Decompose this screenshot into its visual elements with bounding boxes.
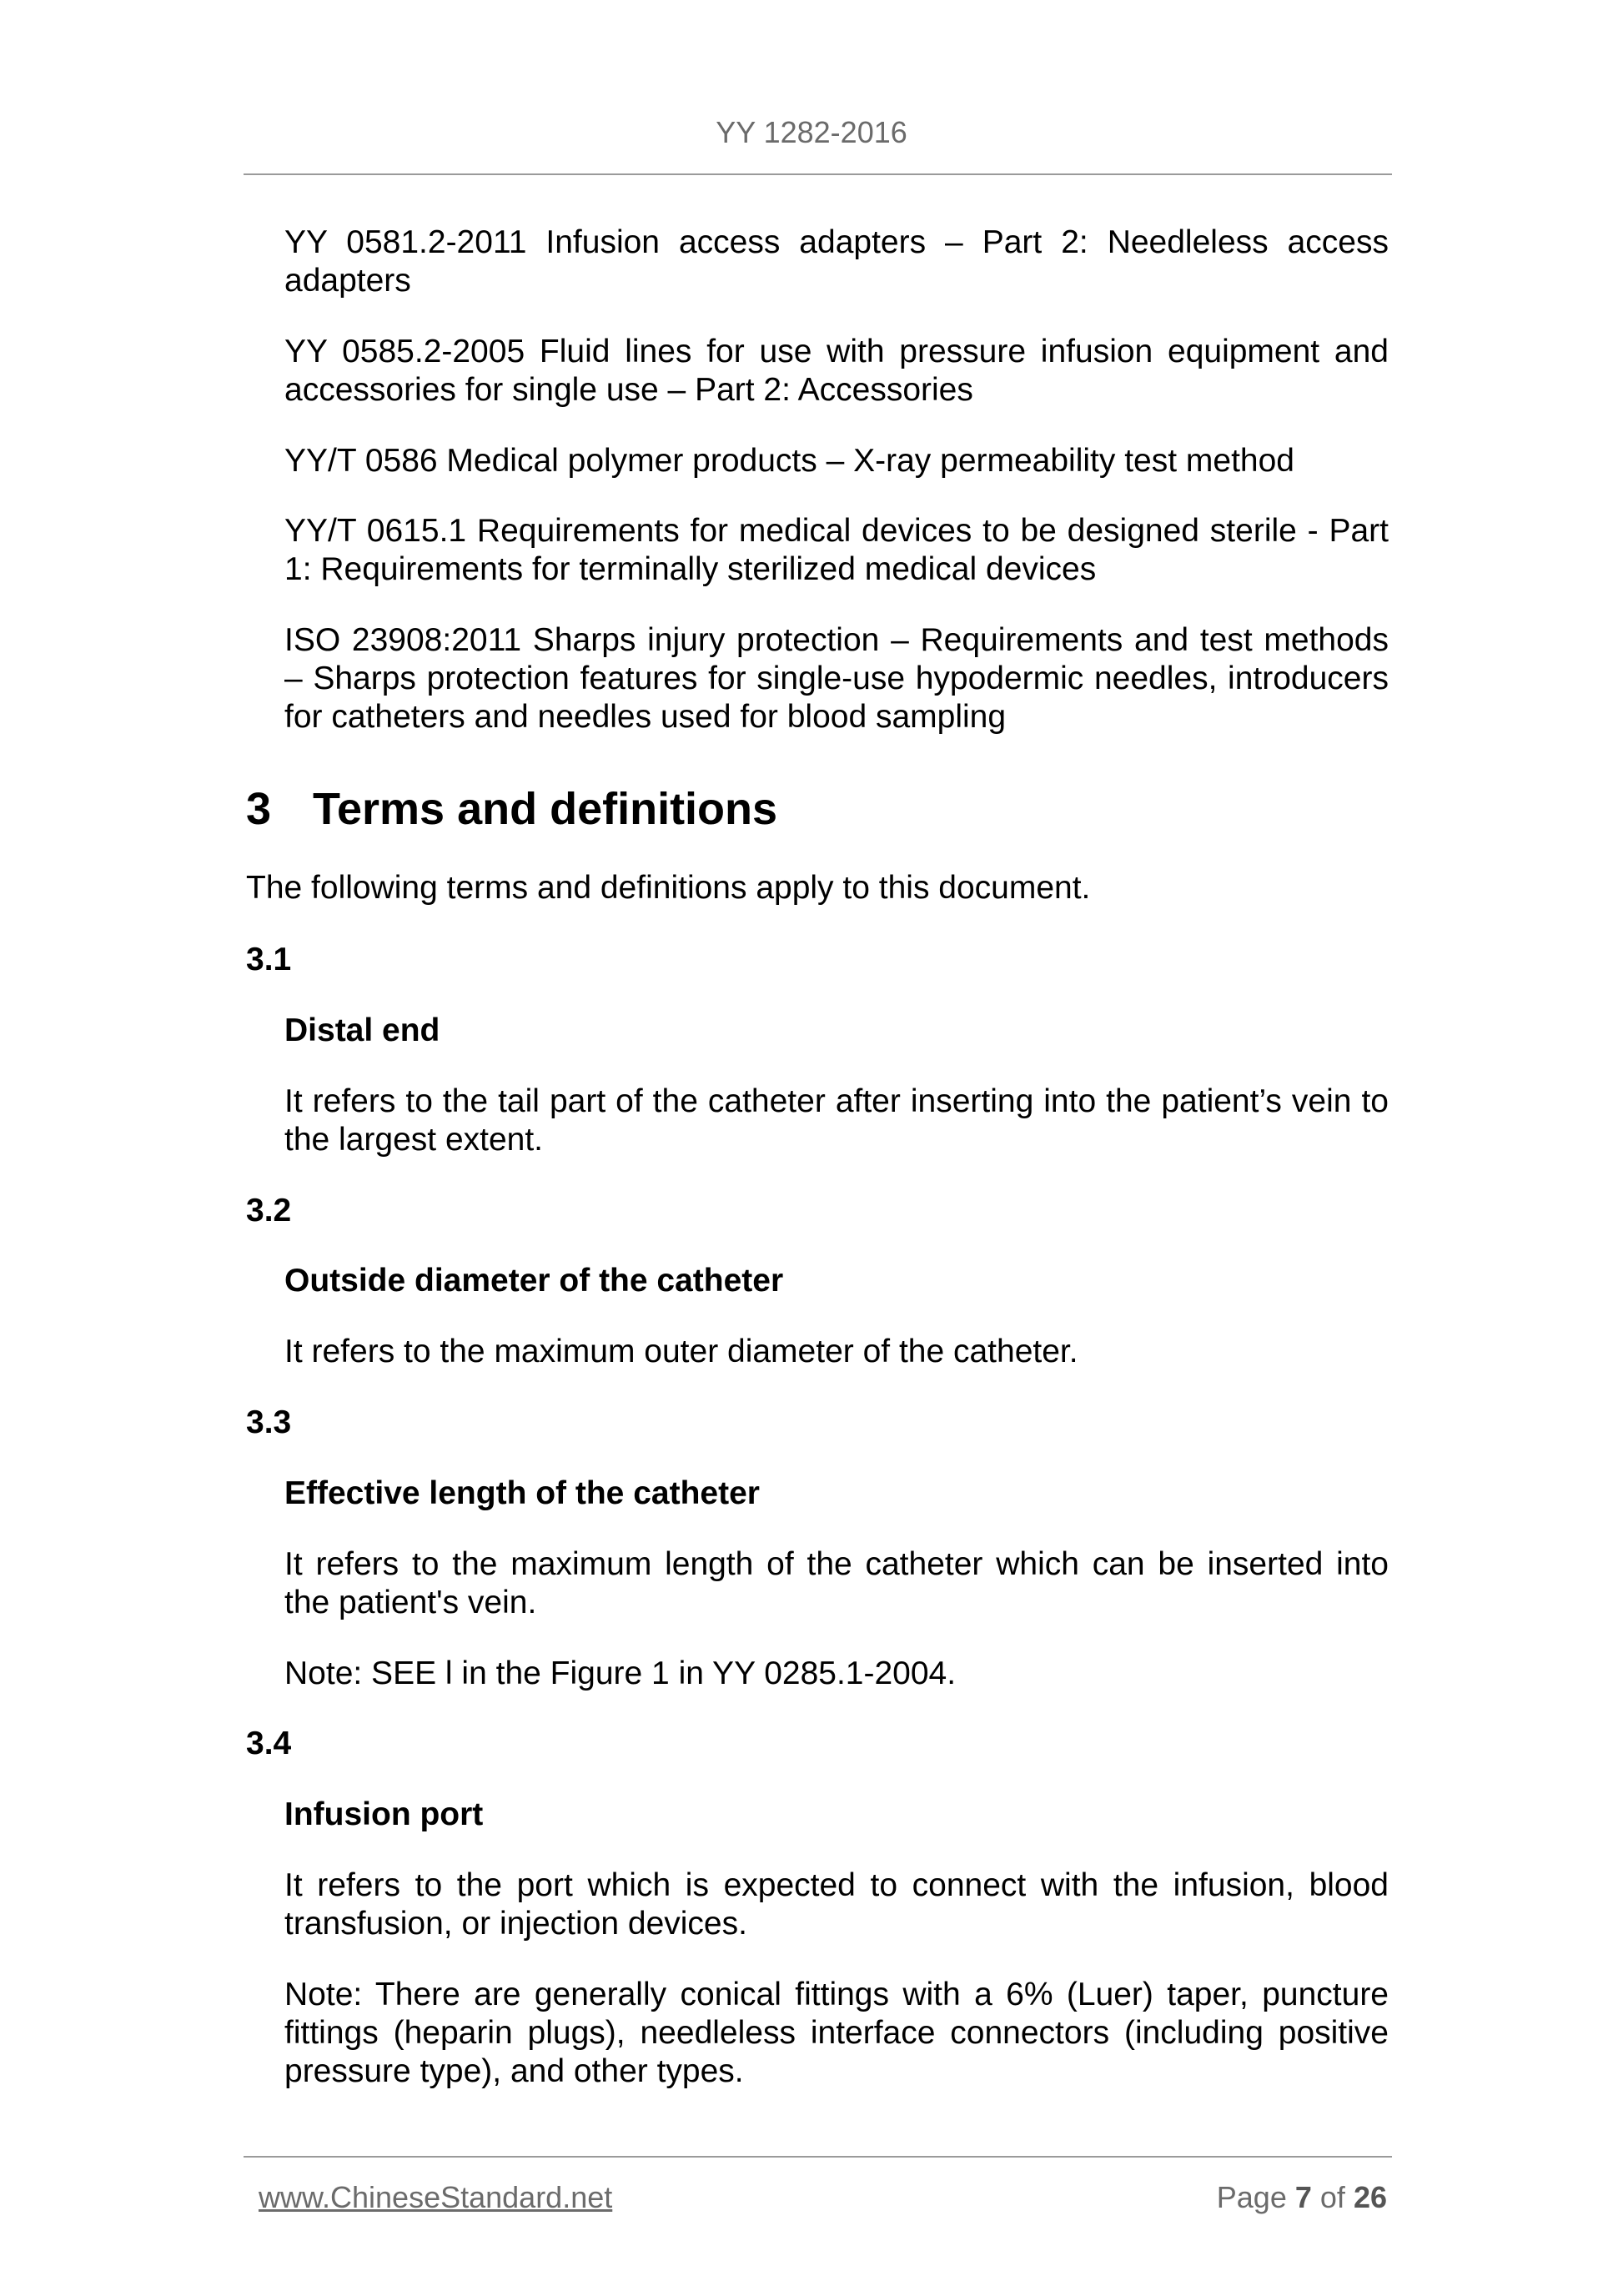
term-number: 3.3 [246,1404,292,1440]
page-of: of [1319,2180,1345,2214]
reference-item: YY/T 0586 Medical polymer products – X-ray permeability test method [284,443,1294,479]
footer-website-link[interactable]: www.ChineseStandard.net [259,2180,613,2214]
page-total: 26 [1353,2180,1387,2214]
term-number: 3.2 [246,1193,292,1228]
term-number: 3.1 [246,942,292,977]
header-rule [244,173,1392,175]
term-title: Distal end [284,1012,440,1048]
reference-item: ISO 23908:2011 Sharps injury protection – Requirements and test methods – Sharps protection features for single-use hypodermic needles, introducers for catheters and needles used for blood sampling [284,622,1389,735]
section-intro: The following terms and definitions apply to this document. [246,870,1091,906]
term-title: Effective length of the catheter [284,1475,760,1511]
footer-rule [244,2156,1392,2158]
term-definition: It refers to the maximum outer diameter of the catheter. [284,1334,1078,1369]
term-title: Outside diameter of the catheter [284,1263,784,1299]
reference-item: YY/T 0615.1 Requirements for medical devices to be designed sterile - Part 1: Requirements for terminally sterilized medical devices [284,513,1389,587]
term-definition: It refers to the maximum length of the catheter which can be inserted into the patient's vein. [284,1546,1389,1620]
section-title: Terms and definitions [313,784,778,834]
term-note: Note: There are generally conical fittings with a 6% (Luer) taper, puncture fittings (heparin plugs), needleless interface connectors (including positive pressure type), and other types. [284,1977,1389,2089]
term-title: Infusion port [284,1796,484,1832]
section-number: 3 [246,784,272,834]
section-heading [246,782,777,836]
page-current: 7 [1294,2180,1312,2214]
term-number: 3.4 [246,1726,292,1761]
page-indicator [1217,2180,1387,2215]
term-note: Note: SEE l in the Figure 1 in YY 0285.1-2004. [284,1655,957,1691]
term-definition: It refers to the tail part of the catheter after inserting into the patient’s vein to the largest extent. [284,1083,1389,1158]
page-label: Page [1216,2180,1287,2214]
term-definition: It refers to the port which is expected to connect with the infusion, blood transfusion, or injection devices. [284,1867,1389,1942]
reference-item: YY 0581.2-2011 Infusion access adapters – Part 2: Needleless access adapters [284,224,1389,299]
reference-item: YY 0585.2-2005 Fluid lines for use with pressure infusion equipment and accessories for single use – Part 2: Accessories [284,334,1389,408]
header-doc-id: YY 1282-2016 [716,115,907,149]
